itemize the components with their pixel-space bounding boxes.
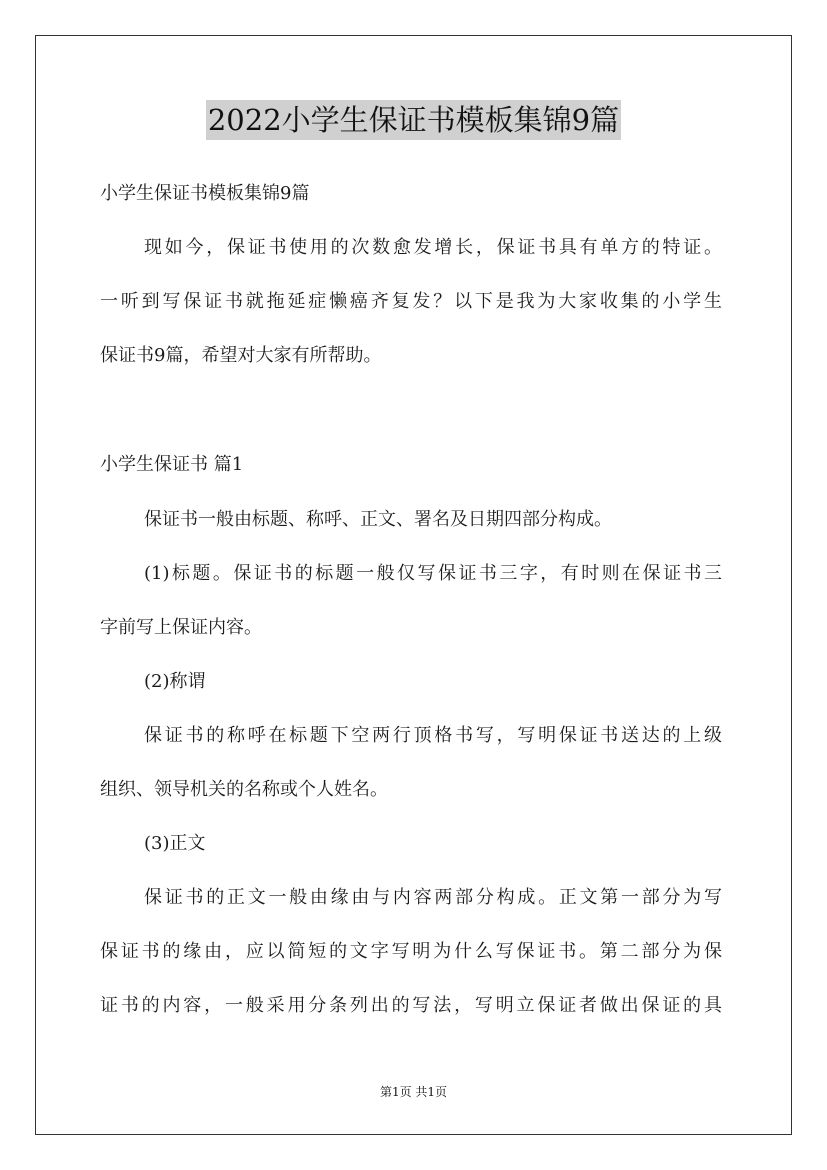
intro-line-2: 一听到写保证书就拖延症懒癌齐复发？以下是我为大家收集的小学生 [100,291,722,312]
document-title: 2022小学生保证书模板集锦9篇 [206,100,621,140]
title-container [0,100,827,140]
body-line-9: 保证书的缘由，应以简短的文字写明为什么写保证书。第二部分为保 [100,941,722,962]
body-line-8: 保证书的正文一般由缘由与内容两部分构成。正文第一部分为写 [144,887,722,908]
intro-line-3: 保证书9篇，希望对大家有所帮助。 [100,345,382,366]
body-line-3: 字前写上保证内容。 [100,617,262,638]
page-number-footer: 第1页 共1页 [379,1085,448,1099]
body-line-6: 组织、领导机关的名称或个人姓名。 [100,779,388,800]
body-line-7: (3)正文 [144,833,206,854]
body-line-10: 证书的内容，一般采用分条列出的写法，写明立保证者做出保证的具 [100,995,722,1016]
body-line-5: 保证书的称呼在标题下空两行顶格书写，写明保证书送达的上级 [144,725,722,746]
body-line-4: (2)称谓 [144,671,206,692]
intro-line-1: 现如今，保证书使用的次数愈发增长，保证书具有单方的特证。 [144,237,722,258]
section-heading: 小学生保证书 篇1 [100,454,244,475]
document-subtitle: 小学生保证书模板集锦9篇 [100,183,310,204]
body-line-1: 保证书一般由标题、称呼、正文、署名及日期四部分构成。 [144,509,612,530]
body-line-2: (1)标题。保证书的标题一般仅写保证书三字，有时则在保证书三 [144,563,722,584]
